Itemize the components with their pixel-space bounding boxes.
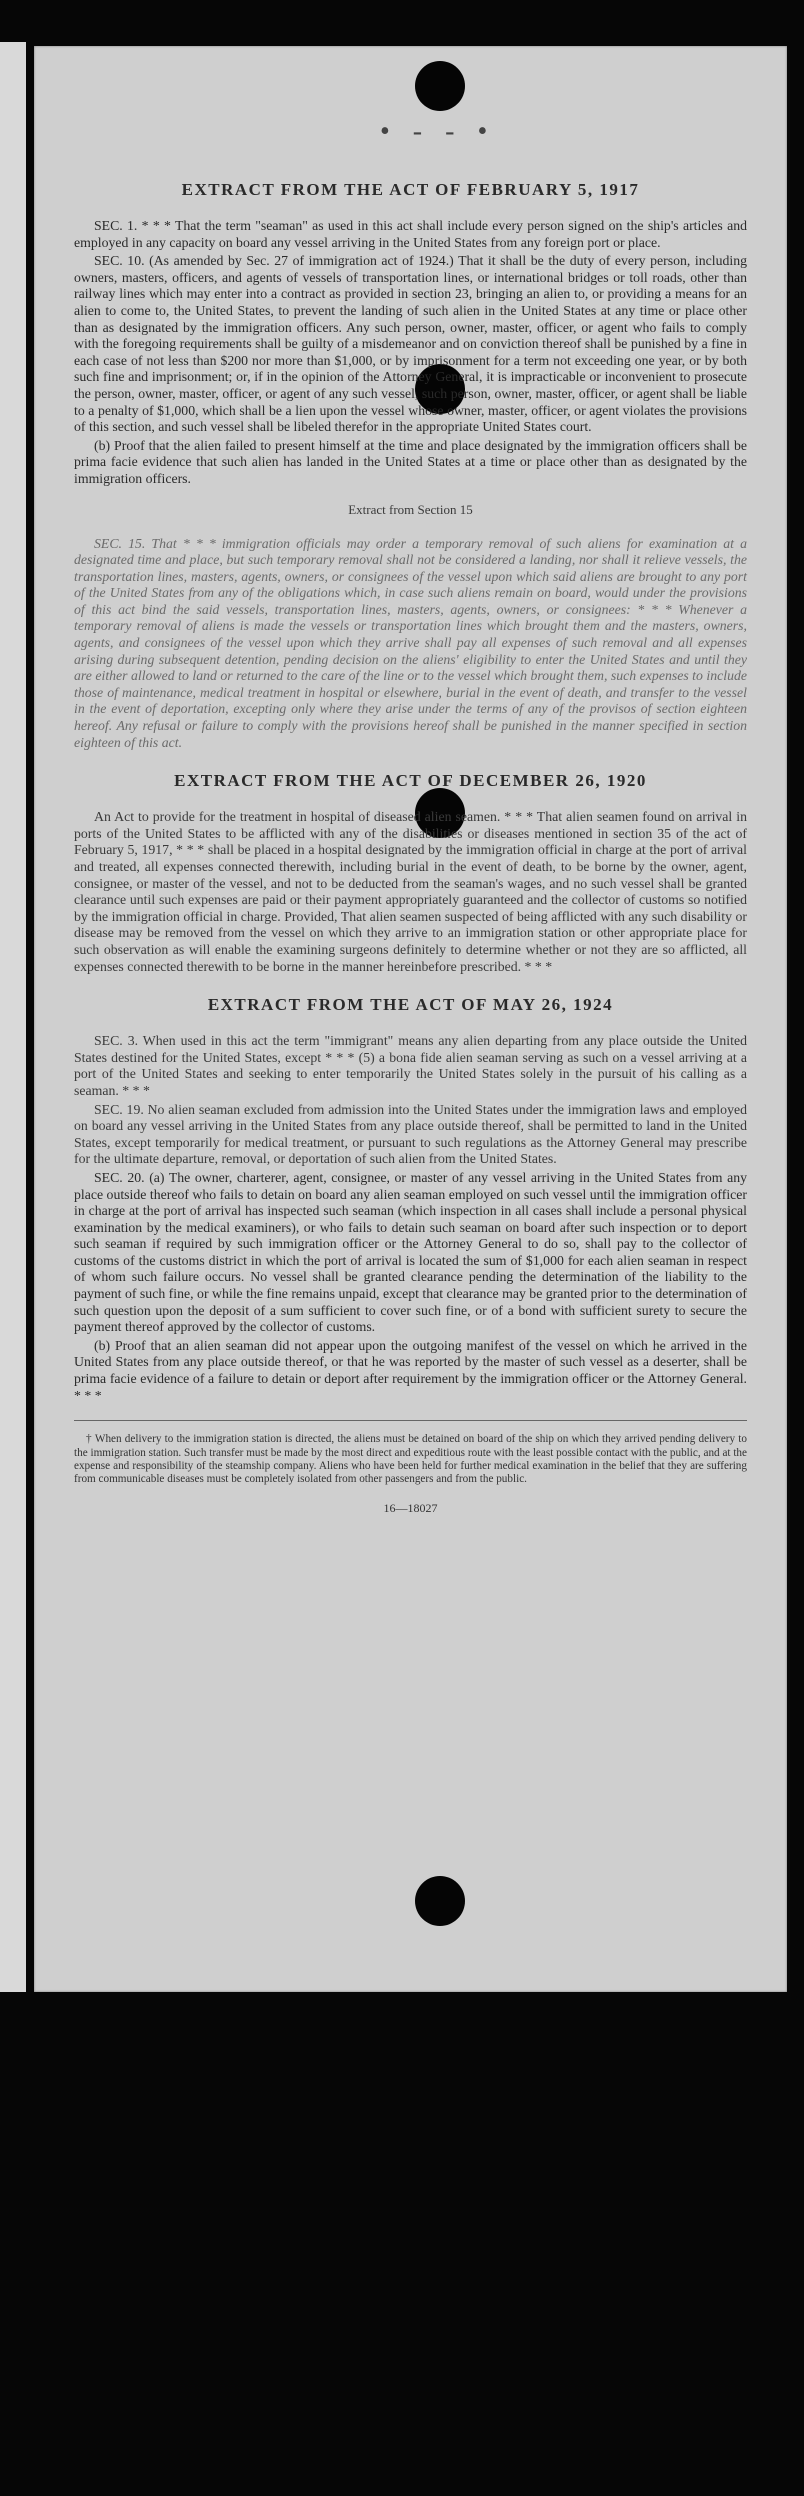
paragraph: SEC. 1. * * * That the term "seaman" as used in this act shall include every person signed on the ship's articles and employed in any capacity on board any vessel arriving in the United States from any foreign port or place. (74, 218, 747, 250)
section-heading: EXTRACT FROM THE ACT OF DECEMBER 26, 1920 (174, 771, 647, 791)
punch-hole-icon (415, 61, 465, 111)
paragraph: SEC. 15. That * * * immigration officials may order a temporary removal of such aliens for examination at a designated time and place, but such temporary removal shall not be considered a landing, nor shall it relieve vessels, the transportation lines, masters, agents, owners, or consignees of the vessel upon which said aliens are brought to any port of the United States from any of the obligations which, in case such aliens remain on board, would under the provisions of this act bind the said vessels, transportation lines, masters, agents, owners, or consignees: * * * Whenever a temporary removal of aliens is made the vessels or transportation lines which brought them and the masters, owners, agents, and consignees of the vessel upon which they arrive shall pay all expenses of such removal and all expenses arising during subsequent detention, pending decision on the aliens' eligibility to enter the United States and until they are either allowed to land or returned to the care of the line or to the vessel which brought them, such expenses to include those of maintenance, medical treatment in hospital or elsewhere, burial in the event of death, and transfer to the vessel in the event of deportation, excepting only where they arise under the terms of any of the provisos of section eighteen hereof. Any refusal or failure to comply with the provisions hereof shall be punished in the manner specified in section eighteen of this act. (74, 535, 747, 750)
document-body (74, 180, 747, 1516)
paragraph: An Act to provide for the treatment in hospital of diseased alien seamen. * * * That alien seamen found on arrival in ports of the United States to be afflicted with any of the disabilities or diseases mentioned in section 35 of the act of February 5, 1917, * * * shall be placed in a hospital designated by the immigration official in charge at the port of arrival and treated, all expenses connected therewith, including burial in the event of death, to be borne by the owner, agent, consignee, or master of the vessel, and not to be deducted from the seaman's wages, and no such vessel shall be granted clearance until such expenses are paid or their payment appropriately guaranteed and the collector of customs so notified by the immigration official in charge. Provided, That alien seamen suspected of being afflicted with any such disability or disease may be removed from the vessel on which they arrive to an immigration station or other appropriate place for such observation as will enable the examining surgeons definitely to determine whether or not they are so afflicted, all expenses connected therewith to be borne in the manner hereinbefore prescribed. * * * (74, 809, 747, 974)
page-number: 16—18027 (383, 1500, 438, 1515)
footnote: † When delivery to the immigration station is directed, the aliens must be detained on board of the ship on which they arrived pending delivery to the immigration station. Such transfer must be made by the most direct and expeditious route with the least possible contact with the public, and at the expense and responsibility of the steamship company. Aliens who have been held for further medical examination in the belief that they are suffering from communicable diseases must be completely isolated from other passengers and from the public. (74, 1433, 747, 1486)
paragraph: (b) Proof that the alien failed to present himself at the time and place designated by the immigration officers shall be prima facie evidence that such alien has landed in the United States at a time or place other than as designated by the immigration officers. (74, 437, 747, 486)
footnote-divider (74, 1420, 747, 1421)
paragraph: SEC. 3. When used in this act the term "immigrant" means any alien departing from any place outside the United States destined for the United States, except * * * (5) a bona fide alien seaman serving as such on a vessel arriving at a port of the United States and seeking to enter temporarily the United States solely in the pursuit of his calling as a seaman. * * * (74, 1033, 747, 1098)
paragraph: SEC. 10. (As amended by Sec. 27 of immigration act of 1924.) That it shall be the duty of every person, including owners, masters, officers, and agents of vessels of transportation lines, or international bridges or toll roads, other than railway lines which may enter into a contract as provided in section 23, bringing an alien to, or providing a means for an alien to come to, the United States, to prevent the landing of such alien in the United States at any time or place other than as designated by the immigration officers. Any such person, owner, master, officer, or agent who fails to comply with the foregoing requirements shall be guilty of a misdemeanor and on conviction thereof shall be punished by a fine in each case of not less than $200 nor more than $1,000, or by imprisonment for a term not exceeding one year, or by both such fine and imprisonment; or, if in the opinion of the Attorney General, it is impracticable or inconvenient to prosecute the person, owner, master, officer, or agent of any such vessel, such person, owner, master, officer, or agent shall be liable to a penalty of $1,000, which shall be a lien upon the vessel whose owner, master, officer, or agent violates the provisions of this section, and such vessel shall be libeled therefor in the appropriate United States court. (74, 253, 747, 435)
punch-hole-icon (415, 1876, 465, 1926)
paragraph: (b) Proof that an alien seaman did not appear upon the outgoing manifest of the vessel on which he arrived in the United States from any place outside thereof, or that he was reported by the master of such vessel as a deserter, shall be prima facie evidence of a failure to detain or deport after requirement by the immigration officer or the Attorney General. * * * (74, 1337, 747, 1403)
section-subheading: Extract from Section 15 (348, 501, 473, 517)
document-page (34, 46, 787, 1992)
top-mark: • - - • (380, 116, 496, 147)
section-heading: EXTRACT FROM THE ACT OF MAY 26, 1924 (207, 995, 614, 1015)
section-heading: EXTRACT FROM THE ACT OF FEBRUARY 5, 1917 (181, 180, 640, 199)
paragraph: SEC. 19. No alien seaman excluded from admission into the United States under the immigration laws and employed on board any vessel arriving in the United States from any place outside thereof, shall be permitted to land in the United States, except temporarily for medical treatment, or pursuant to such regulations as the Attorney General may prescribe for the ultimate departure, removal, or deportation of such alien from the United States. (74, 1101, 747, 1167)
adjacent-page-edge (0, 42, 26, 1992)
paragraph: SEC. 20. (a) The owner, charterer, agent, consignee, or master of any vessel arriving in the United States from any place outside thereof who fails to detain on board any alien seaman employed on such vessel until the immigration officer in charge at the port of arrival has inspected such seaman (which inspection in all cases shall include a personal physical examination by the medical examiners), or who fails to detain such seaman on board after such inspection or to deport such seaman if required by such immigration officer or the Attorney General to do so, shall pay to the collector of customs of the customs district in which the port of arrival is located the sum of $1,000 for each alien seaman in respect of whom such failure occurs. No vessel shall be granted clearance pending the determination of the liability to the payment of such fine, or while the fine remains unpaid, except that clearance may be granted prior to the determination of such question upon the deposit of a sum sufficient to cover such fine, or of a bond with sufficient surety to secure the payment thereof approved by the collector of customs. (74, 1169, 747, 1335)
